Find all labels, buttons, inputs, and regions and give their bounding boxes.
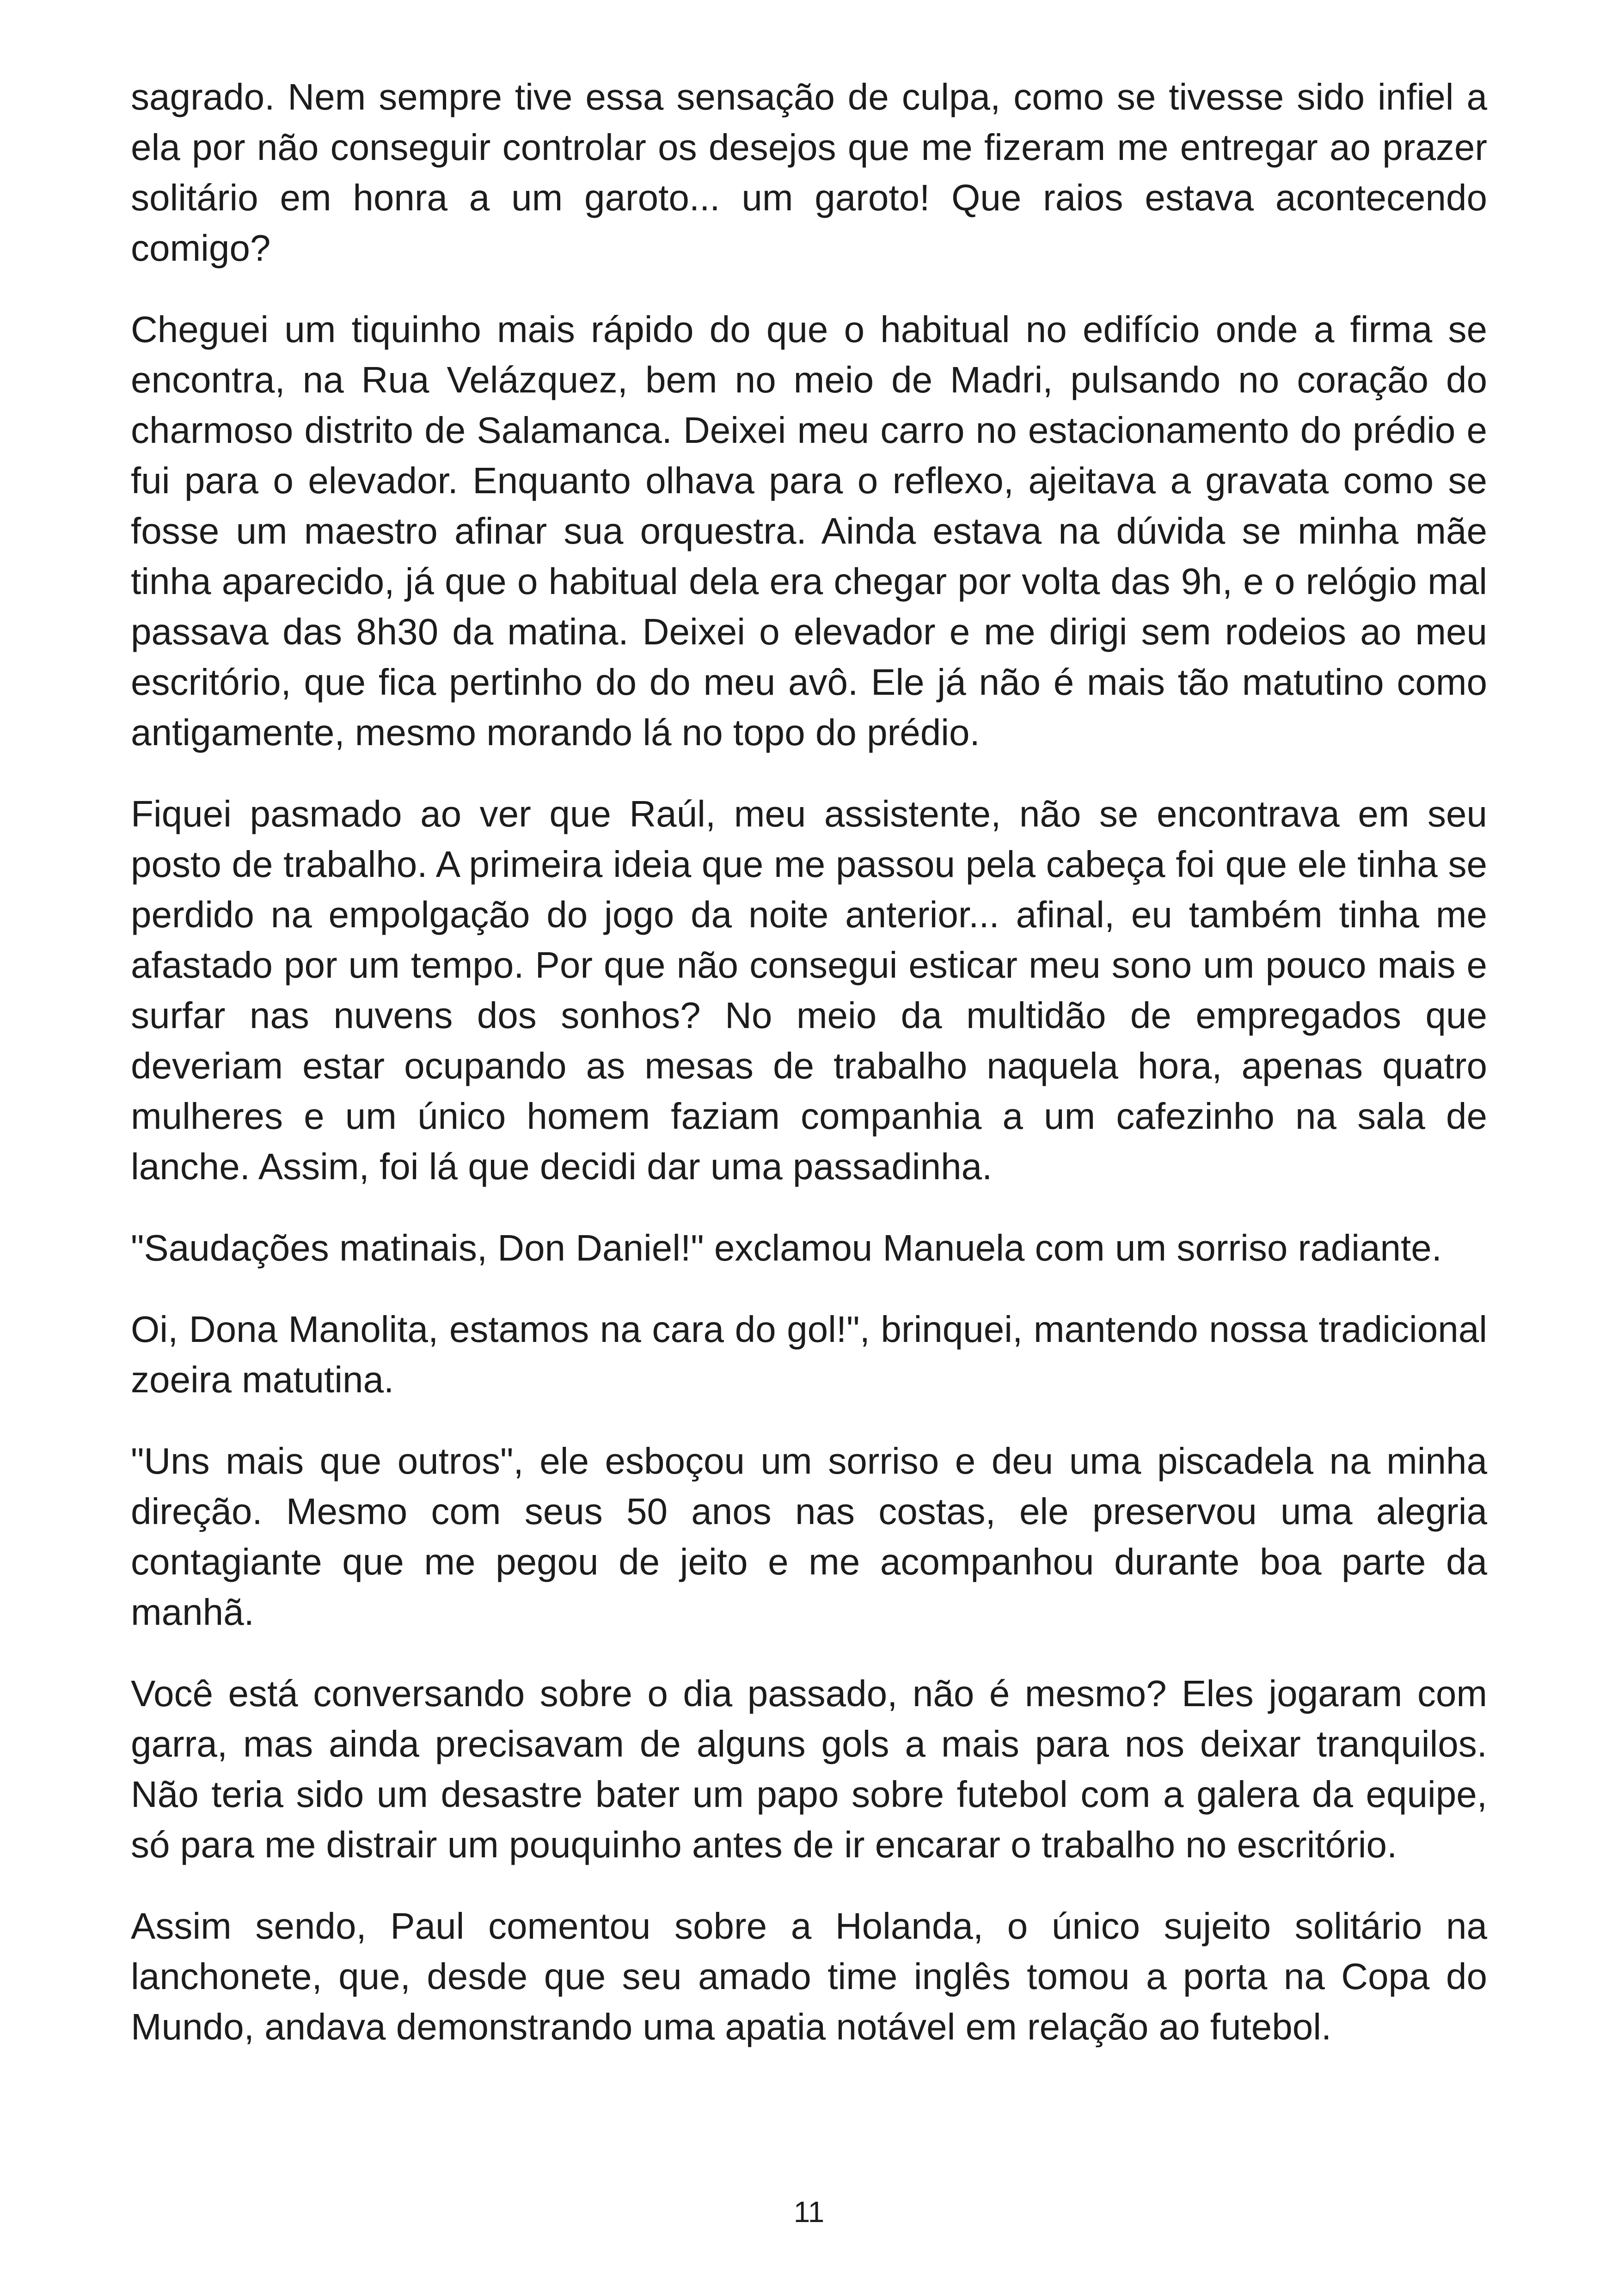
paragraph-5: Oi, Dona Manolita, estamos na cara do gol!", brinquei, mantendo nossa tradicional zoeira matutina. — [131, 1309, 1487, 1400]
page-number: 11 — [793, 2195, 825, 2229]
paragraph-6: "Uns mais que outros", ele esboçou um sorriso e deu uma piscadela na minha direção. Mesmo com seus 50 anos nas costas, ele preservou uma alegria contagiante que me pegou de jeito e me acompanhou durante boa parte da manhã. — [131, 1440, 1487, 1633]
paragraph-3: Fiquei pasmado ao ver que Raúl, meu assistente, não se encontrava em seu posto de trabalho. A primeira ideia que me passou pela cabeça foi que ele tinha se perdido na empolgação do jogo da noite anterior... afinal, eu também tinha me afastado por um tempo. Por que não consegui esticar meu sono um pouco mais e surfar nas nuvens dos sonhos? No meio da multidão de empregados que deveriam estar ocupando as mesas de trabalho naquela hora, apenas quatro mulheres e um único homem faziam companhia a um cafezinho na sala de lanche. Assim, foi lá que decidi dar uma passadinha. — [131, 793, 1487, 1187]
paragraph-8: Assim sendo, Paul comentou sobre a Holanda, o único sujeito solitário na lanchonete, que, desde que seu amado time inglês tomou a porta na Copa do Mundo, andava demonstrando uma apatia notável em relação ao futebol. — [131, 1905, 1487, 2047]
paragraph-2: Cheguei um tiquinho mais rápido do que o habitual no edifício onde a firma se encontra, na Rua Velázquez, bem no meio de Madri, pulsando no coração do charmoso distrito de Salamanca. Deixei meu carro no estacionamento do prédio e fui para o elevador. Enquanto olhava para o reflexo, ajeitava a gravata como se fosse um maestro afinar sua orquestra. Ainda estava na dúvida se minha mãe tinha aparecido, já que o habitual dela era chegar por volta das 9h, e o relógio mal passava das 8h30 da matina. Deixei o elevador e me dirigi sem rodeios ao meu escritório, que fica pertinho do do meu avô. Ele já não é mais tão matutino como antigamente, mesmo morando lá no topo do prédio. — [131, 309, 1487, 753]
paragraph-1: sagrado. Nem sempre tive essa sensação de culpa, como se tivesse sido infiel a ela por não conseguir controlar os desejos que me fizeram me entregar ao prazer solitário em honra a um garoto... um garoto! Que raios estava acontecendo comigo? — [131, 76, 1487, 269]
paragraph-7: Você está conversando sobre o dia passado, não é mesmo? Eles jogaram com garra, mas ainda precisavam de alguns gols a mais para nos deixar tranquilos. Não teria sido um desastre bater um papo sobre futebol com a galera da equipe, só para me distrair um pouquinho antes de ir encarar o trabalho no escritório. — [131, 1673, 1487, 1865]
paragraph-4: "Saudações matinais, Don Daniel!" exclamou Manuela com um sorriso radiante. — [131, 1227, 1442, 1268]
body-text — [131, 72, 1487, 2083]
